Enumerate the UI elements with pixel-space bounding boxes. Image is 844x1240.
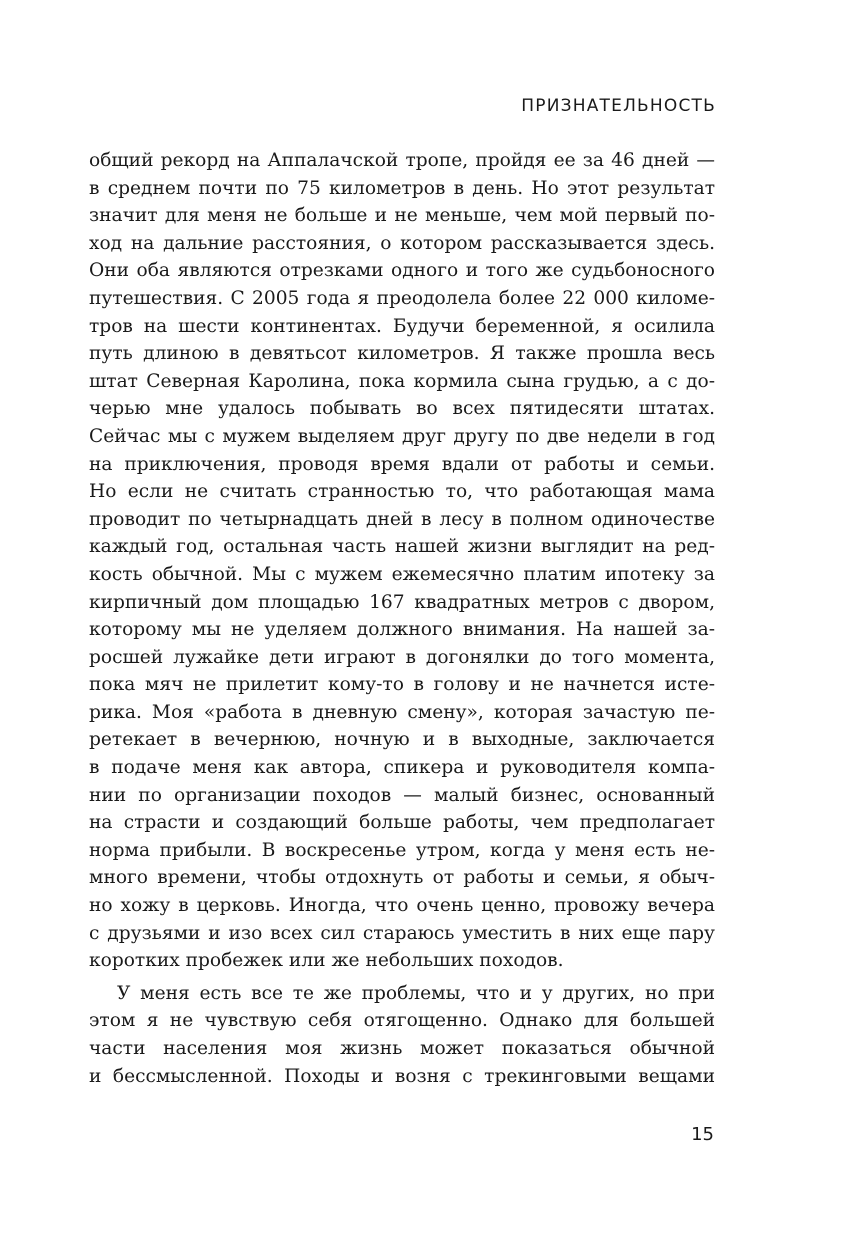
text-line: общий рекорд на Аппалачской тропе, пройдя ее за 46 дней — — [89, 150, 715, 171]
text-line: нии по организации походов — малый бизнес, основанный — [89, 784, 715, 806]
page-number: 15 — [691, 1124, 714, 1145]
text-line: в среднем почти по 75 километров в день. Но этот результат — [89, 177, 715, 199]
text-line: росшей лужайке дети играют в догонялки до того момента, — [89, 646, 715, 668]
text-line: ход на дальние расстояния, о котором рассказывается здесь. — [89, 232, 715, 254]
text-line: которому мы не уделяем должного внимания. На нашей за- — [89, 619, 715, 641]
text-line: Сейчас мы с мужем выделяем друг другу по две недели в год — [89, 425, 715, 447]
running-header: ПРИЗНАТЕЛЬНОСТЬ — [521, 96, 716, 116]
text-line: каждый год, остальная часть нашей жизни выглядит на ред- — [89, 536, 715, 558]
text-line: значит для меня не больше и не меньше, чем мой первый по- — [89, 205, 715, 227]
text-line: кость обычной. Мы с мужем ежемесячно платим ипотеку за — [89, 563, 715, 585]
paragraph-2 — [89, 980, 715, 1090]
text-line: ретекает в вечернюю, ночную и в выходные, заключается — [89, 729, 715, 751]
text-line: в подаче меня как автора, спикера и руководителя компа- — [89, 757, 715, 779]
text-line: черью мне удалось побывать во всех пятидесяти штатах. — [89, 398, 715, 420]
text-line: У меня есть все те же проблемы, что и у других, но при — [117, 982, 715, 1004]
text-line: проводит по четырнадцать дней в лесу в полном одиночестве — [89, 508, 715, 530]
text-line: штат Северная Каролина, пока кормила сына грудью, а с до- — [89, 370, 715, 392]
text-line: на страсти и создающий больше работы, чем предполагает — [89, 812, 715, 834]
text-line: рика. Моя «работа в дневную смену», которая зачастую пе- — [89, 701, 715, 723]
text-line: тров на шести континентах. Будучи беременной, я осилила — [89, 315, 715, 337]
text-line: норма прибыли. В воскресенье утром, когда у меня есть не- — [89, 839, 715, 861]
text-line: путь длиною в девятьсот километров. Я также прошла весь — [89, 343, 715, 365]
text-line: с друзьями и изо всех сил стараюсь уместить в них еще пару — [89, 922, 715, 944]
text-line: путешествия. С 2005 года я преодолела более 22 000 киломе- — [89, 287, 715, 309]
text-line: кирпичный дом площадью 167 квадратных метров с двором, — [89, 591, 715, 613]
text-line: Но если не считать странностью то, что работающая мама — [89, 481, 715, 503]
body-text — [89, 147, 715, 1090]
text-line: этом я не чувствую себя отягощенно. Однако для большей — [89, 1010, 715, 1032]
text-line: коротких пробежек или же небольших походов. — [89, 950, 564, 972]
text-line: и бессмысленной. Походы и возня с трекинговыми вещами — [89, 1065, 715, 1087]
text-line: много времени, чтобы отдохнуть от работы и семьи, я обыч- — [89, 867, 715, 889]
text-line: на приключения, проводя время вдали от работы и семьи. — [89, 453, 715, 475]
text-line: Они оба являются отрезками одного и того же судьбоносного — [89, 260, 715, 282]
text-line: но хожу в церковь. Иногда, что очень ценно, провожу вечера — [89, 895, 715, 917]
text-line: пока мяч не прилетит кому-то в голову и не начнется исте- — [89, 674, 715, 696]
paragraph-1 — [89, 147, 715, 975]
text-line: части населения моя жизнь может показаться обычной — [89, 1038, 715, 1059]
